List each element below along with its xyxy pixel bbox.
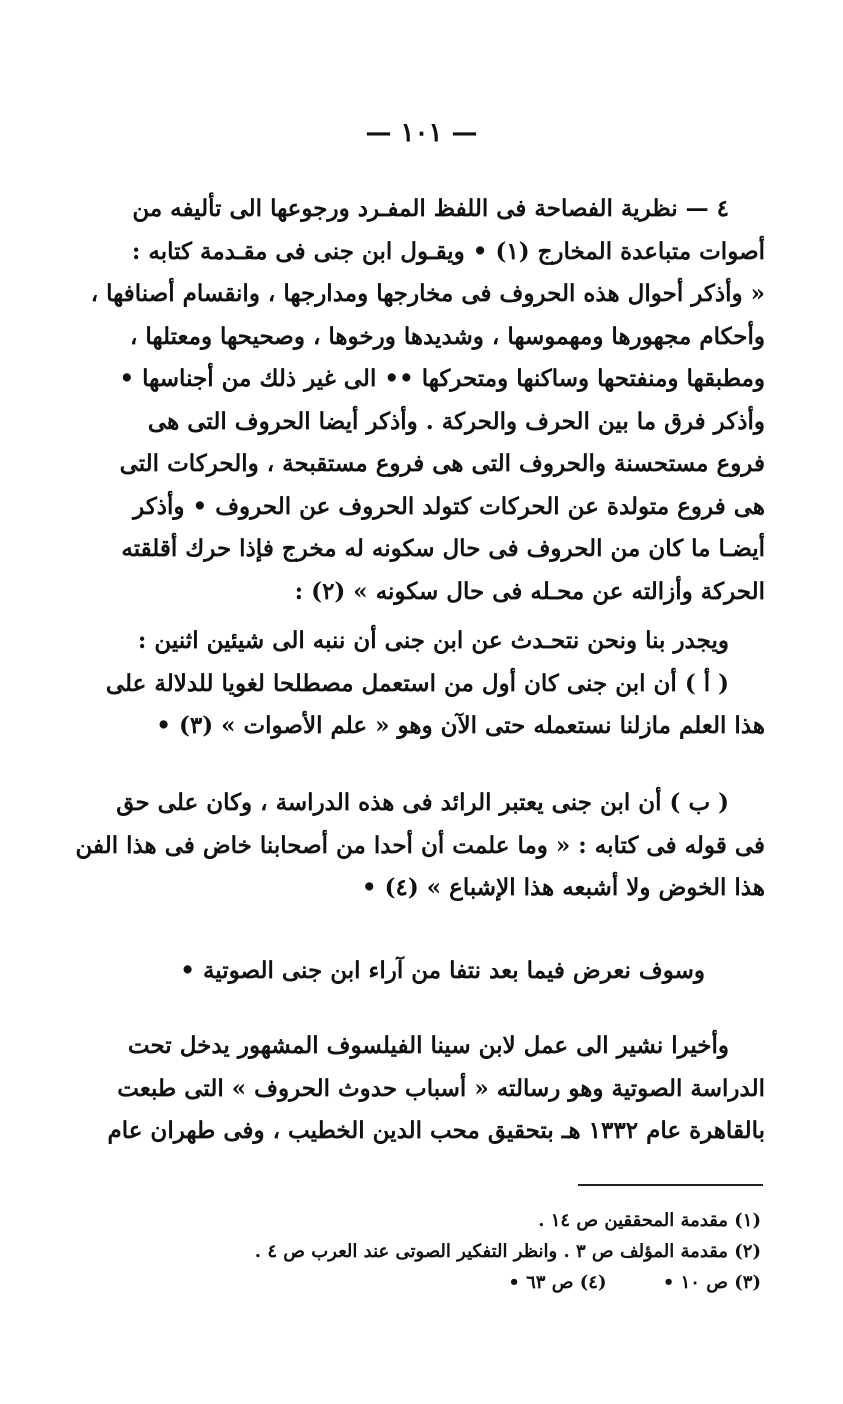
text-line: فروع مستحسنة والحروف التى هى فروع مستقبحة ، والحركات التى xyxy=(119,450,765,477)
text-line: أصوات متباعدة المخارج (١) • ويقـول ابن جنى فى مقـدمة كتابه : xyxy=(131,237,765,265)
footnote-2: (٢) مقدمة المؤلف ص ٣ . وانظر التفكير الصوتى عند العرب ص ٤ . xyxy=(254,1241,761,1262)
text-line: « وأذكر أحوال هذه الحروف فى مخارجها ومدارجها ، وانقسام أصنافها ، xyxy=(90,280,765,307)
paragraph-later-discussion xyxy=(75,950,765,993)
text-line: وأخيرا نشير الى عمل لابن سينا الفيلسوف المشهور يدخل تحت xyxy=(127,1032,729,1059)
text-line: الدراسة الصوتية وهو رسالته « أسباب حدوث الحروف » التى طبعت xyxy=(117,1074,765,1102)
footnote-3-4: (٣) ص ١٠ • (٤) ص ٦٣ • xyxy=(508,1272,761,1293)
page-number: — ١٠١ — xyxy=(365,118,478,148)
paragraph-point-b xyxy=(75,782,765,910)
text-line: وأذكر فرق ما بين الحرف والحركة . وأذكر أيضا الحروف التى هى xyxy=(147,407,765,435)
text-line: ( ب ) أن ابن جنى يعتبر الرائد فى هذه الدراسة ، وكان على حق xyxy=(116,789,729,816)
text-line: ومطبقها ومنفتحها وساكنها ومتحركها •• الى غير ذلك من أجناسها • xyxy=(119,365,765,392)
footnote-divider xyxy=(578,1184,763,1186)
text-line: فى قوله فى كتابه : « وما علمت أن أحدا من أصحابنا خاض فى هذا الفن xyxy=(75,831,765,859)
footnotes xyxy=(71,1205,761,1298)
paragraph-two-points xyxy=(75,620,765,748)
paragraph-ibn-sina xyxy=(75,1025,765,1153)
text-line: هى فروع متولدة عن الحركات كتولد الحروف عن الحروف • وأذكر xyxy=(133,492,765,520)
paragraph-ibn-jinni-quote xyxy=(75,188,765,613)
text-line: ويجدر بنا ونحن نتحـدث عن ابن جنى أن ننبه الى شيئين اثنين : xyxy=(137,627,729,654)
footnote-1: (١) مقدمة المحققين ص ١٤ . xyxy=(538,1210,761,1231)
text-line: ٤ — نظرية الفصاحة فى اللفظ المفـرد ورجوعها الى تأليفه من xyxy=(132,195,729,222)
text-line: بالقاهرة عام ١٣٣٢ هـ بتحقيق محب الدين الخطيب ، وفى طهران عام xyxy=(107,1117,765,1144)
text-line: وأحكام مجهورها ومهموسها ، وشديدها ورخوها ، وصحيحها ومعتلها ، xyxy=(129,322,765,350)
text-line: هذا الخوض ولا أشبعه هذا الإشباع » (٤) • xyxy=(361,874,765,901)
text-line: هذا العلم مازلنا نستعمله حتى الآن وهو « علم الأصوات » (٣) • xyxy=(156,712,765,739)
text-line: وسوف نعرض فيما بعد نتفا من آراء ابن جنى الصوتية • xyxy=(180,957,705,984)
text-line: أيضـا ما كان من الحروف فى حال سكونه له مخرج فإذا حرك أقلقته xyxy=(121,535,765,562)
text-line: الحركة وأزالته عن محـله فى حال سكونه » (٢) : xyxy=(294,577,765,605)
text-line: ( أ ) أن ابن جنى كان أول من استعمل مصطلحا لغويا للدلالة على xyxy=(105,669,729,697)
